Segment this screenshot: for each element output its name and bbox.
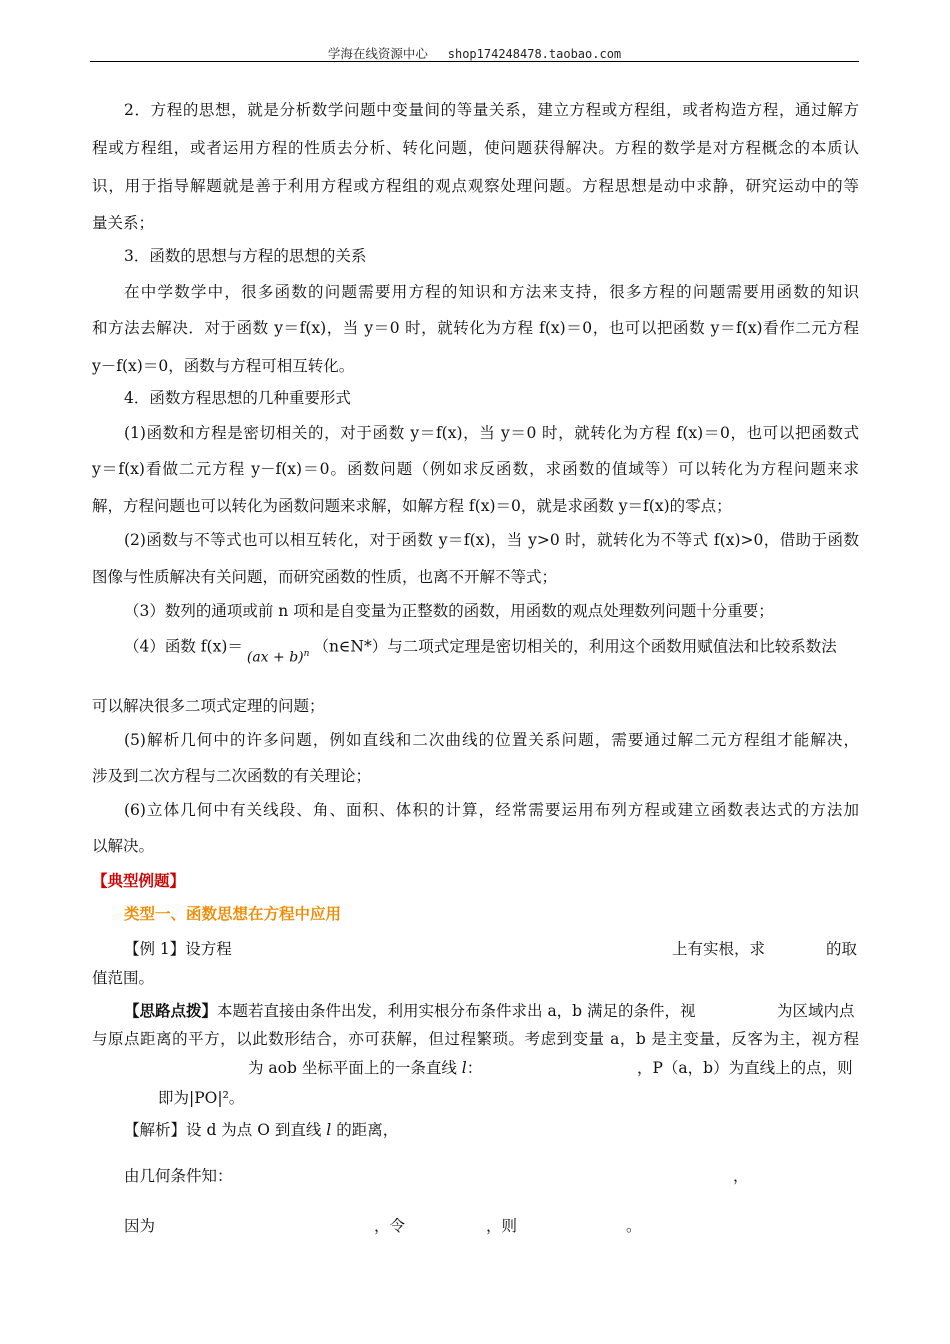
p3-line-1: 在中学数学中，很多函数的问题需要用方程的知识和方法来支持，很多方程的问题需要用函数的知识 (124, 283, 859, 301)
hint-line-1 (124, 1001, 696, 1021)
p2-line-4: 量关系； (92, 214, 155, 232)
item2-line-1: (2)函数与不等式也可以相互转化，对于函数 y＝f(x)，当 y>0 时，就转化为不等式 f(x)>0，借助于函数 (124, 531, 859, 549)
solution-ling: ，令 (374, 1217, 406, 1235)
hint-line-1b: 为区域内点 (777, 1002, 855, 1020)
example1-text1: 设方程 (185, 940, 232, 958)
p3-line-2: 和方法去解决．对于函数 y＝f(x)，当 y＝0 时，就转化为方程 f(x)＝0，也可以把函数 y＝f(x)看作二元方程 (92, 319, 859, 337)
p4-title: 4．函数方程思想的几种重要形式 (124, 389, 351, 407)
solution-because: 因为 (124, 1217, 156, 1235)
example1-line-1 (124, 939, 232, 959)
item5-line-2: 涉及到二次方程与二次函数的有关理论； (92, 767, 372, 785)
type1-title: 类型一、函数思想在方程中应用 (124, 904, 342, 923)
hint-line-4: 即为|PO|²。 (158, 1089, 245, 1107)
p2-line-1: 2．方程的思想，就是分析数学问题中变量间的等量关系，建立方程或方程组，或者构造方程，通过解方 (124, 101, 859, 119)
hint-line-2: 与原点距离的平方，以此数形结合，亦可获解，但过程繁琐。考虑到变量 a，b 是主变量，反客为主，视方程 (92, 1030, 859, 1048)
example1-text3: 的取 (826, 940, 858, 958)
item3: （3）数列的通项或前 n 项和是自变量为正整数的函数，用函数的观点处理数列问题十分重要； (124, 602, 774, 620)
hint-label: 【思路点拨】 (124, 1001, 218, 1020)
hint-line-3 (248, 1058, 482, 1078)
item1-line-3: 解，方程问题也可以转化为函数问题来求解，如解方程 f(x)＝0，就是求函数 y＝f(x)的零点； (92, 497, 732, 515)
hint-line-l: l (461, 1059, 467, 1077)
example1-text2: 上有实根，求 (672, 940, 766, 958)
item5-line-1: (5)解析几何中的许多问题，例如直线和二次曲线的位置关系问题，需要通过解二元方程组才能解决， (124, 731, 859, 749)
header-site: 学海在线资源中心 (327, 46, 428, 61)
header-shop: shop174248478.taobao.com (447, 47, 622, 61)
hint-line-3b: ： (466, 1059, 483, 1077)
item4-formula-base: (ax + b) (246, 649, 304, 666)
item4-after: （n∈N*）与二项式定理是密切相关的，利用这个函数用赋值法和比较系数法 (313, 637, 837, 656)
header-rule (90, 61, 859, 62)
solution-text2: 的距离， (336, 1121, 399, 1139)
solution-line-1 (124, 1120, 398, 1140)
hint-line-1a: 本题若直接由条件出发，利用实根分布条件求出 a，b 满足的条件，视 (217, 1002, 696, 1020)
item6-line-2: 以解决。 (92, 837, 155, 855)
item4-line-2: 可以解决很多二项式定理的问题； (92, 697, 325, 715)
solution-end: 。 (626, 1217, 642, 1235)
page-header (90, 44, 859, 62)
solution-geo-comma: ， (733, 1167, 749, 1185)
item1-line-1: (1)函数和方程是密切相关的，对于函数 y＝f(x)，当 y＝0 时，就转化为方程 f(x)＝0，也可以把函数式 (124, 424, 859, 442)
solution-text: 设 d 为点 O 到直线 (186, 1121, 322, 1139)
hint-line-3c: ，P（a，b）为直线上的点，则 (637, 1059, 853, 1077)
solution-geo: 由几何条件知： (124, 1167, 233, 1185)
p3-title: 3．函数的思想与方程的思想的关系 (124, 247, 367, 265)
section-title: 【典型例题】 (92, 871, 186, 890)
item1-line-2: y＝f(x)看做二元方程 y－f(x)＝0。函数问题（例如求反函数，求函数的值域等）可以转化为方程问题来求 (92, 460, 859, 478)
item4-line-1 (124, 634, 837, 666)
item2-line-2: 图像与性质解决有关问题，而研究函数的性质，也离不开解不等式； (92, 568, 558, 586)
p2-line-2: 程或方程组，或者运用方程的性质去分析、转化问题，使问题获得解决。方程的数学是对方程概念的本质认 (92, 139, 859, 157)
item4-before: （4）函数 f(x)＝ (124, 637, 243, 656)
item6-line-1: (6)立体几何中有关线段、角、面积、体积的计算，经常需要运用布列方程或建立函数表达式的方法加 (124, 801, 859, 819)
p2-line-3: 识，用于指导解题就是善于利用方程或方程组的观点观察处理问题。方程思想是动中求静，研究运动中的等 (92, 177, 859, 195)
item4-formula-exp: n (303, 649, 310, 659)
solution-label: 【解析】 (124, 1121, 187, 1139)
hint-line-3a: 为 aob 坐标平面上的一条直线 (248, 1059, 457, 1077)
item4-formula (247, 644, 310, 668)
p3-line-3: y－f(x)＝0，函数与方程可相互转化。 (92, 357, 355, 375)
example1-label: 【例 1】 (124, 940, 186, 958)
example1-line-2: 值范围。 (92, 969, 155, 987)
solution-l: l (326, 1121, 332, 1139)
solution-ze: ，则 (486, 1217, 518, 1235)
